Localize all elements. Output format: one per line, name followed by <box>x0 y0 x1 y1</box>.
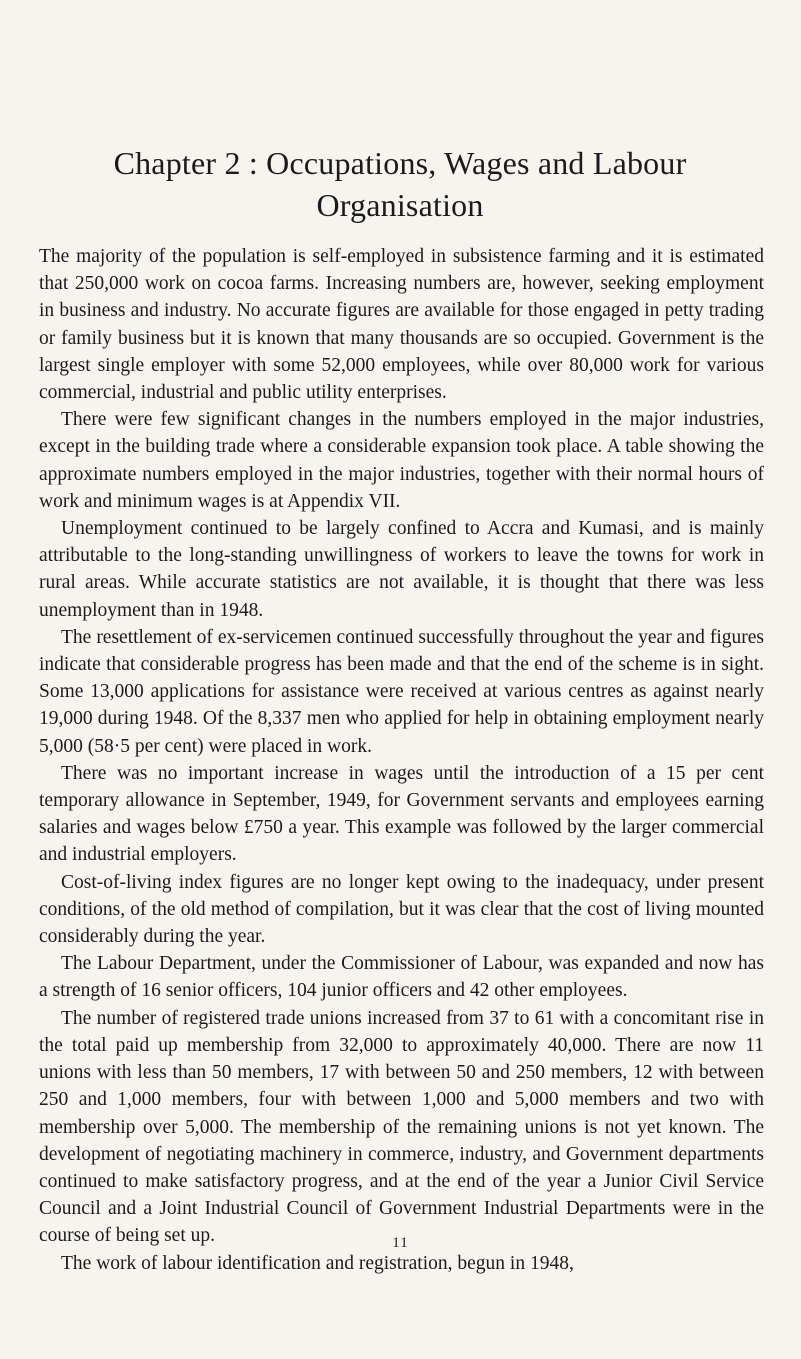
paragraph-resettlement: The resettlement of ex-servicemen continued successfully throughout the year and figures indicate that considerable progress has been made and that the end of the scheme is in sight. Some 13,000 applications for assistance were received at various centres as against nearly 19,000 during 1948. Of the 8,337 men who applied for help in obtaining employment nearly 5,000 (58·5 per cent) were placed in work. <box>39 626 764 757</box>
paragraph-trade-unions: The number of registered trade unions increased from 37 to 61 with a concomitant rise in the total paid up membership from 32,000 to approximately 40,000. There are now 11 unions with less than 50 members, 17 with between 50 and 250 members, 12 with between 250 and 1,000 members, four with between 1,000 and 5,000 members and two with membership over 5,000. The membership of the remaining unions is not yet known. The development of negotiating machinery in commerce, industry, and Government departments continued to make satisfactory progress, and at the end of the year a Junior Civil Service Council and a Joint Industrial Council of Government Industrial Departments were in the course of being set up. <box>39 1007 764 1247</box>
paragraph-unemployment: Unemployment continued to be largely confined to Accra and Kumasi, and is mainly attributable to the long-standing unwillingness of workers to leave the towns for work in rural areas. While accurate statistics are not available, it is thought that there was less unemployment than in 1948. <box>39 518 764 621</box>
paragraph-wages: There was no important increase in wages until the introduction of a 15 per cent temporary allowance in September, 1949, for Government servants and employees earning salaries and wages below £750 a year. This example was followed by the larger commercial and industrial employers. <box>39 762 764 866</box>
chapter-title: Chapter 2 : Occupations, Wages and Labour Organisation <box>113 145 687 223</box>
paragraph-cost-of-living: Cost-of-living index figures are no longer kept owing to the inadequacy, under present conditions, of the old method of compilation, but it was clear that the cost of living mounted considerably during the year. <box>39 871 764 948</box>
paragraph-population: The majority of the population is self-employed in subsistence farming and it is estimated that 250,000 work on cocoa farms. Increasing numbers are, however, seeking employment in business and industry. No accurate figures are available for those engaged in petty trading or family business but it is known that many thousands are so occupied. Government is the largest single employer with some 52,000 employees, while over 80,000 work for various commercial, industrial and public utility enterprises. <box>39 246 764 404</box>
chapter-body <box>39 243 764 1277</box>
paragraph-labour-registration: The work of labour identification and registration, begun in 1948, <box>61 1252 574 1274</box>
paragraph-labour-department: The Labour Department, under the Commissioner of Labour, was expanded and now has a strength of 16 senior officers, 104 junior officers and 42 other employees. <box>39 953 764 1002</box>
page-number: 11 <box>392 1235 409 1251</box>
paragraph-industries: There were few significant changes in the numbers employed in the major industries, except in the building trade where a considerable expansion took place. A table showing the approximate numbers employed in the major industries, together with their normal hours of work and minimum wages is at Appendix VII. <box>39 409 764 512</box>
